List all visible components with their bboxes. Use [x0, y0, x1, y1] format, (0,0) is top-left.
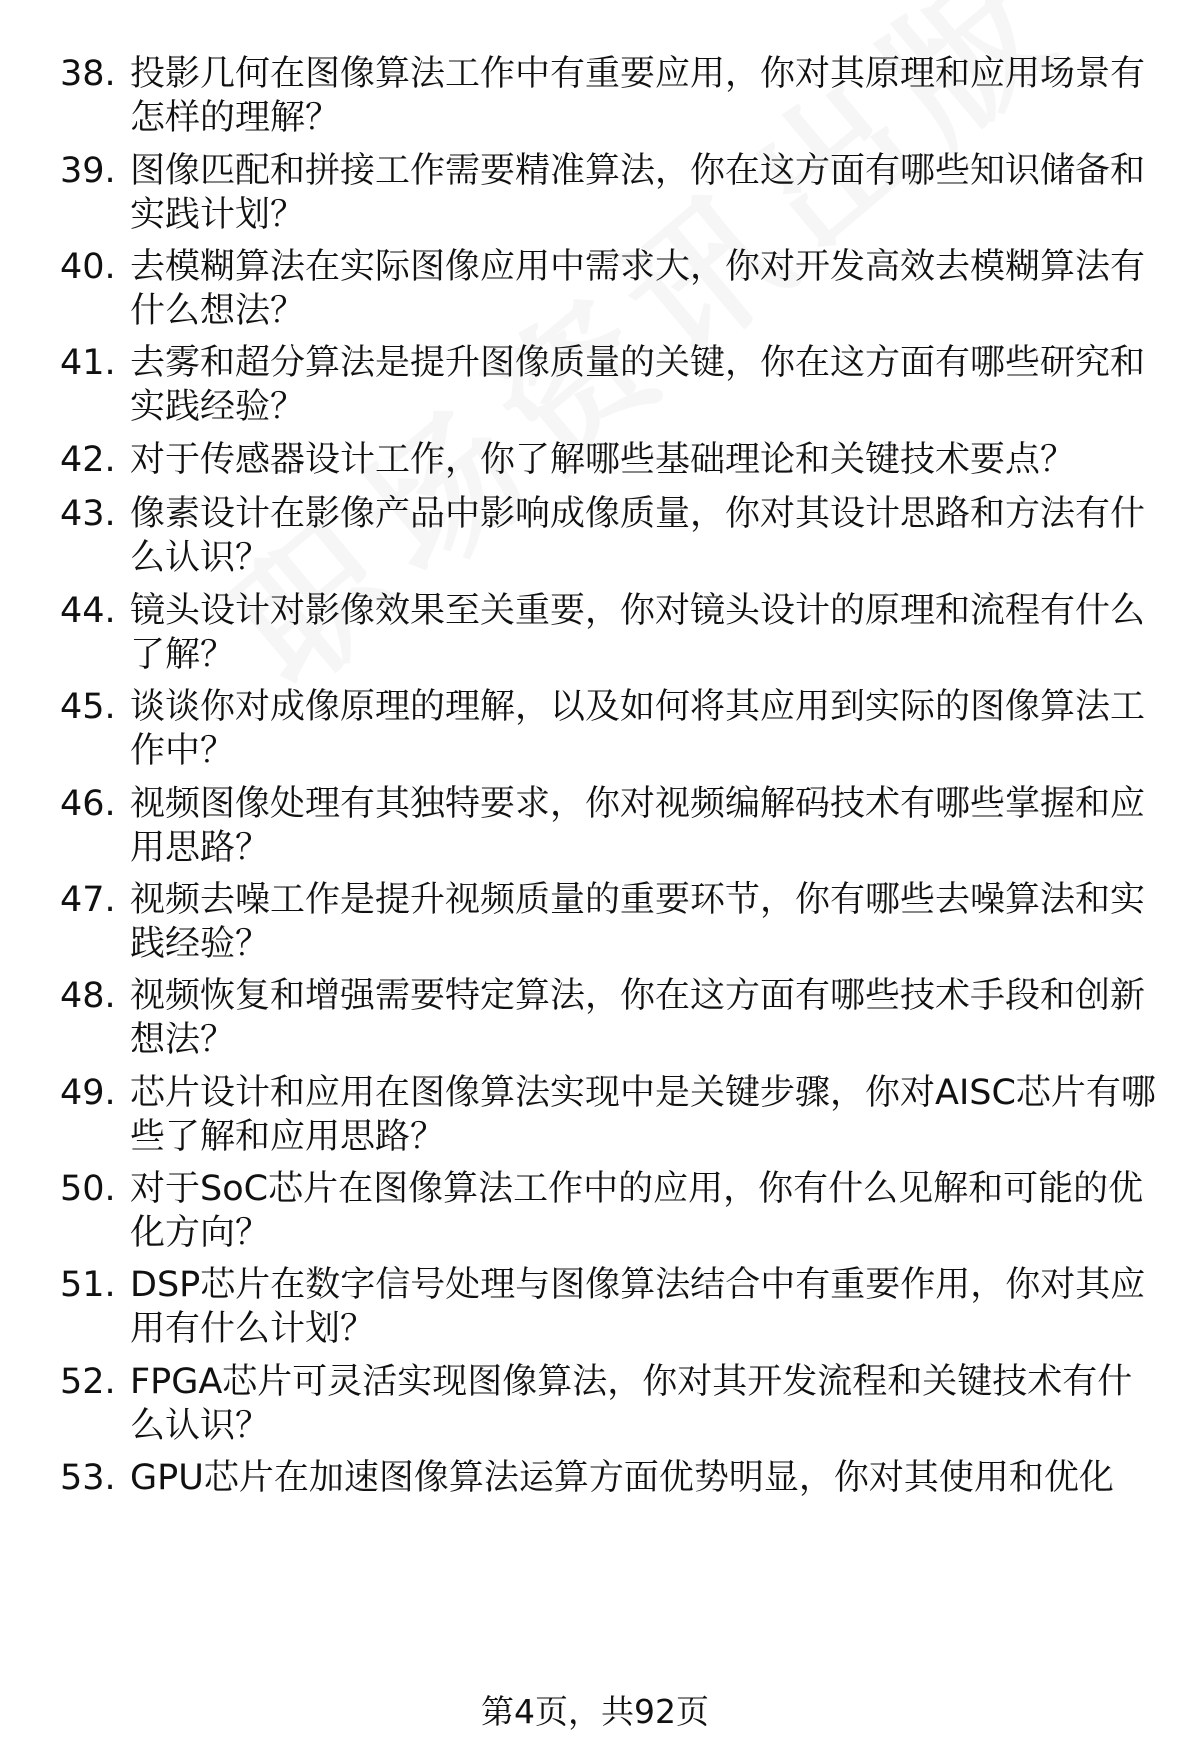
question-number: 48. — [60, 976, 116, 1016]
question-text: 视频去噪工作是提升视频质量的重要环节，你有哪些去噪算法和实践经验？ — [130, 880, 1146, 964]
page-footer: 第4页，共92页 — [481, 1692, 709, 1731]
question-text: 投影几何在图像算法工作中有重要应用，你对其原理和应用场景有怎样的理解？ — [130, 54, 1146, 138]
question-number: 51. — [60, 1265, 116, 1305]
question-text: 镜头设计对影像效果至关重要，你对镜头设计的原理和流程有什么了解？ — [130, 591, 1146, 675]
question-number: 38. — [60, 54, 116, 94]
question-text: DSP芯片在数字信号处理与图像算法结合中有重要作用，你对其应用有什么计划？ — [130, 1265, 1146, 1349]
question-number: 49. — [60, 1073, 116, 1113]
question-text: 芯片设计和应用在图像算法实现中是关键步骤，你对AISC芯片有哪些了解和应用思路？ — [130, 1073, 1156, 1157]
question-number: 39. — [60, 151, 116, 191]
question-text: 图像匹配和拼接工作需要精准算法，你在这方面有哪些知识储备和实践计划？ — [130, 151, 1146, 235]
question-number: 41. — [60, 343, 116, 383]
question-number: 40. — [60, 247, 116, 287]
question-number: 52. — [60, 1362, 116, 1402]
question-number: 53. — [60, 1458, 116, 1498]
question-text: 对于传感器设计工作，你了解哪些基础理论和关键技术要点？ — [130, 440, 1076, 480]
question-text: 去雾和超分算法是提升图像质量的关键，你在这方面有哪些研究和实践经验？ — [130, 343, 1146, 427]
question-text: FPGA芯片可灵活实现图像算法，你对其开发流程和关键技术有什么认识？ — [130, 1362, 1133, 1446]
question-number: 50. — [60, 1169, 116, 1209]
question-number: 43. — [60, 494, 116, 534]
question-text: GPU芯片在加速图像算法运算方面优势明显，你对其使用和优化 — [130, 1458, 1114, 1498]
question-number: 47. — [60, 880, 116, 920]
question-text: 去模糊算法在实际图像应用中需求大，你对开发高效去模糊算法有什么想法？ — [130, 247, 1146, 331]
question-text: 谈谈你对成像原理的理解，以及如何将其应用到实际的图像算法工作中？ — [130, 687, 1146, 771]
question-number: 45. — [60, 687, 116, 727]
question-text: 视频图像处理有其独特要求，你对视频编解码技术有哪些掌握和应用思路？ — [130, 784, 1146, 868]
question-number: 46. — [60, 784, 116, 824]
question-text: 视频恢复和增强需要特定算法，你在这方面有哪些技术手段和创新想法？ — [130, 976, 1146, 1060]
question-number: 42. — [60, 440, 116, 480]
question-text: 像素设计在影像产品中影响成像质量，你对其设计思路和方法有什么认识？ — [130, 494, 1146, 578]
question-text: 对于SoC芯片在图像算法工作中的应用，你有什么见解和可能的优化方向？ — [130, 1169, 1144, 1253]
question-number: 44. — [60, 591, 116, 631]
